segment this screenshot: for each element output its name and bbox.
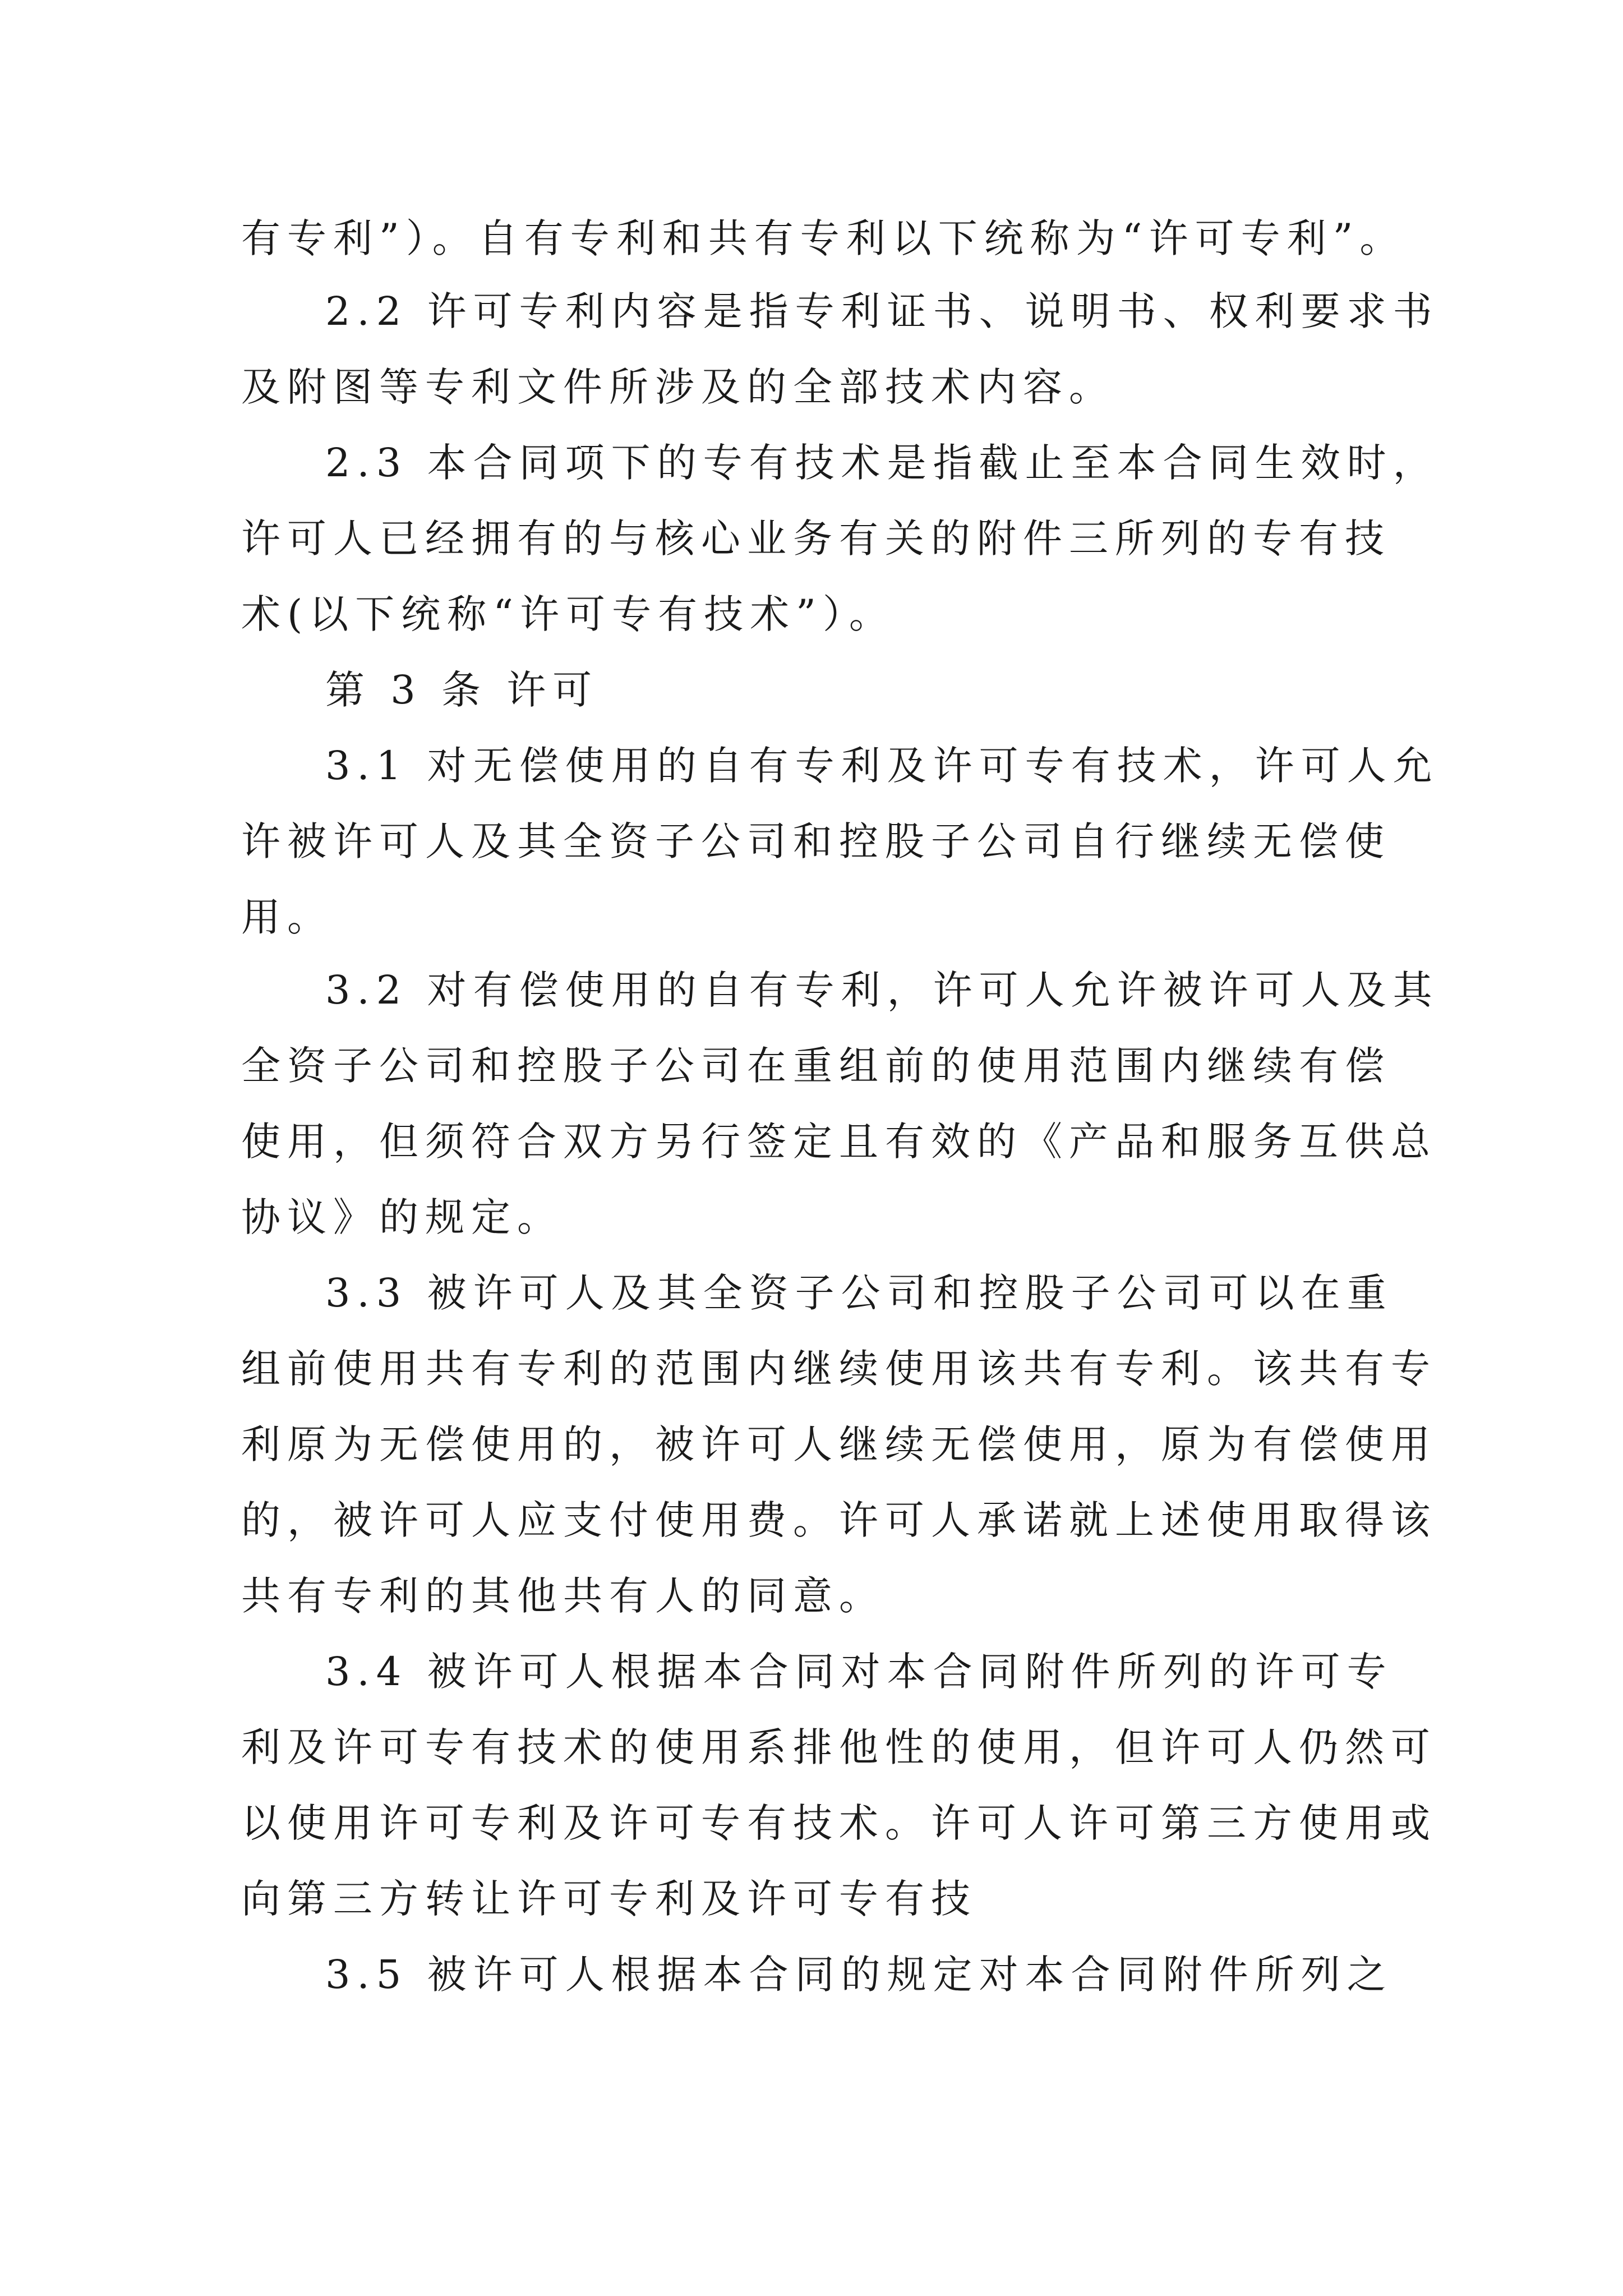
text-line: 向第三方转让许可专利及许可专有技: [241, 1876, 977, 1922]
text-line: 利及许可专有技术的使用系排他性的使用，但许可人仍然可: [241, 1724, 1437, 1770]
text-line: 的，被许可人应支付使用费。许可人承诺就上述使用取得该: [241, 1497, 1437, 1543]
text-line: 使用，但须符合双方另行签定且有效的《产品和服务互供总: [241, 1119, 1437, 1165]
text-line: 及附图等专利文件所涉及的全部技术内容。: [241, 364, 1115, 410]
text-line: 3.1 对无偿使用的自有专利及许可专有技术，许可人允: [325, 743, 1439, 789]
section-heading: 第 3 条 许可: [325, 667, 599, 713]
text-line: 共有专利的其他共有人的同意。: [241, 1573, 885, 1619]
text-line: 许被许可人及其全资子公司和控股子公司自行继续无偿使: [241, 818, 1391, 864]
text-line: 有专利”）。自有专利和共有专利以下统称为“许可专利”。: [241, 215, 1406, 261]
text-line: 3.4 被许可人根据本合同对本合同附件所列的许可专: [325, 1649, 1393, 1695]
text-line: 3.3 被许可人及其全资子公司和控股子公司可以在重: [325, 1270, 1393, 1316]
text-line: 许可人已经拥有的与核心业务有关的附件三所列的专有技: [241, 516, 1391, 562]
text-line: 3.5 被许可人根据本合同的规定对本合同附件所列之: [325, 1952, 1393, 1998]
text-line: 2.2 许可专利内容是指专利证书、说明书、权利要求书: [325, 288, 1439, 334]
text-line: 以使用许可专利及许可专有技术。许可人许可第三方使用或: [241, 1800, 1437, 1846]
text-line: 协议》的规定。: [241, 1194, 563, 1240]
text-line: 全资子公司和控股子公司在重组前的使用范围内继续有偿: [241, 1043, 1391, 1089]
text-line: 3.2 对有偿使用的自有专利，许可人允许被许可人及其: [325, 967, 1439, 1013]
text-line: 用。: [241, 894, 333, 940]
text-line: 组前使用共有专利的范围内继续使用该共有专利。该共有专: [241, 1346, 1437, 1392]
text-line: 2.3 本合同项下的专有技术是指截止至本合同生效时，: [325, 440, 1439, 486]
text-line: 利原为无偿使用的，被许可人继续无偿使用，原为有偿使用: [241, 1421, 1437, 1467]
text-line: 术(以下统称“许可专有技术”）。: [241, 591, 895, 637]
